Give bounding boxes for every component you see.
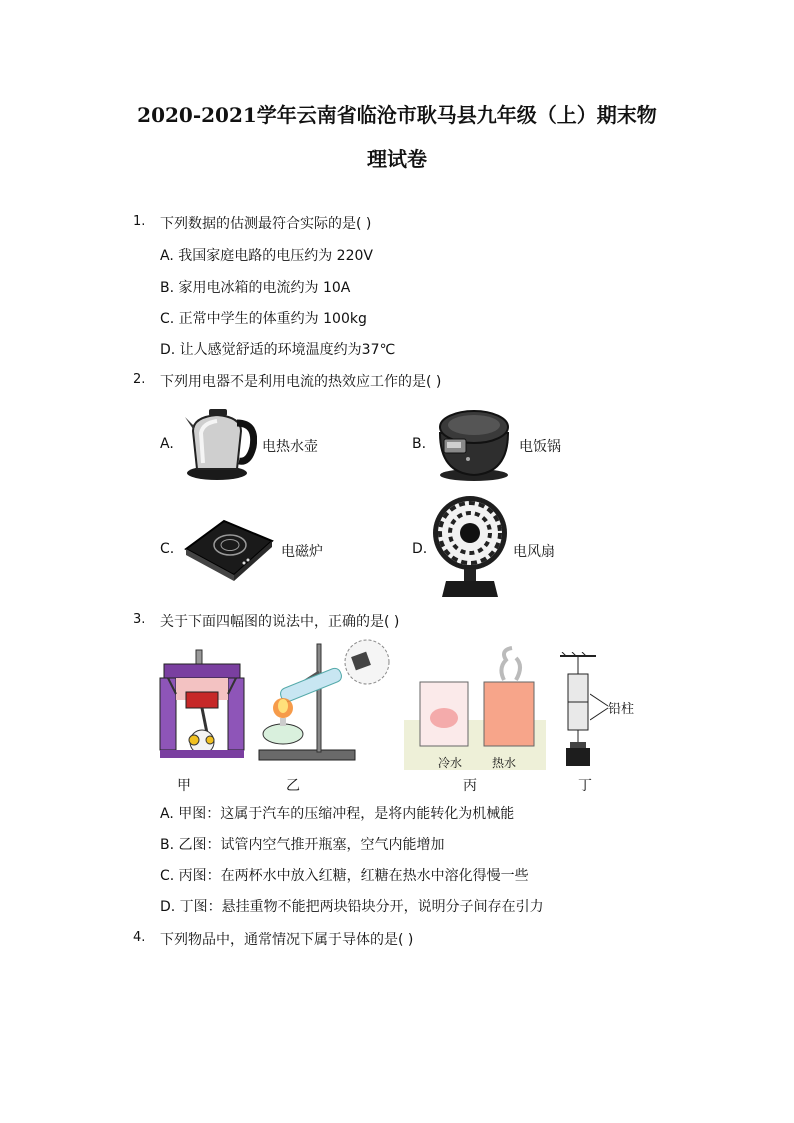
option-a[interactable]: A. 甲图：这属于汽车的压缩冲程，是将内能转化为机械能 bbox=[160, 806, 515, 822]
question-text: 下列物品中，通常情况下属于导体的是( ) bbox=[160, 932, 414, 948]
lead-column-label: 铅柱 bbox=[608, 702, 635, 717]
option-caption: 电风扇 bbox=[513, 544, 555, 560]
pointer-lines-icon bbox=[590, 690, 610, 724]
option-caption: 电饭锅 bbox=[519, 439, 561, 455]
option-letter: C. bbox=[160, 541, 175, 557]
kettle-icon bbox=[183, 403, 257, 483]
figure-label-bing: 丙 bbox=[463, 778, 477, 794]
rice-cooker-icon bbox=[434, 403, 514, 483]
option-letter: A. bbox=[160, 436, 174, 452]
title-line-2: 理试卷 bbox=[367, 147, 427, 171]
option-b[interactable]: B. 家用电冰箱的电流约为 10A bbox=[160, 280, 351, 296]
test-tube-figure bbox=[255, 636, 395, 766]
option-d[interactable]: D. 让人感觉舒适的环境温度约为37℃ bbox=[160, 342, 396, 358]
hot-water-label: 热水 bbox=[492, 756, 517, 770]
question-text: 关于下面四幅图的说法中，正确的是( ) bbox=[160, 614, 400, 630]
question-text: 下列数据的估测最符合实际的是( ) bbox=[160, 216, 372, 232]
option-c[interactable]: C. 正常中学生的体重约为 100kg bbox=[160, 311, 367, 327]
question-text: 下列用电器不是利用电流的热效应工作的是( ) bbox=[160, 374, 442, 390]
beakers-figure bbox=[404, 646, 546, 770]
option-c[interactable]: C. 丙图：在两杯水中放入红糖，红糖在热水中溶化得慢一些 bbox=[160, 868, 529, 884]
question-number: 2. bbox=[133, 372, 146, 387]
figure-label-jia: 甲 bbox=[177, 778, 191, 794]
option-letter: B. bbox=[412, 436, 427, 452]
induction-cooker-icon bbox=[184, 515, 274, 581]
figure-label-yi: 乙 bbox=[286, 778, 300, 794]
electric-fan-icon bbox=[428, 495, 512, 598]
option-d[interactable]: D. 丁图：悬挂重物不能把两块铅块分开，说明分子间存在引力 bbox=[160, 899, 544, 915]
option-caption: 电热水壶 bbox=[262, 439, 318, 455]
question-number: 1. bbox=[133, 214, 146, 229]
option-b[interactable]: B. 乙图：试管内空气推开瓶塞，空气内能增加 bbox=[160, 837, 445, 853]
figure-label-ding: 丁 bbox=[578, 778, 592, 794]
title-line-1: 2020-2021学年云南省临沧市耿马县九年级（上）期末物 bbox=[137, 103, 657, 127]
question-number: 3. bbox=[133, 612, 146, 627]
option-caption: 电磁炉 bbox=[281, 544, 323, 560]
cold-water-label: 冷水 bbox=[438, 756, 463, 770]
option-a[interactable]: A. 我国家庭电路的电压约为 220V bbox=[160, 248, 373, 264]
question-number: 4. bbox=[133, 930, 146, 945]
option-letter: D. bbox=[412, 541, 428, 557]
engine-cylinder-figure bbox=[158, 648, 246, 760]
